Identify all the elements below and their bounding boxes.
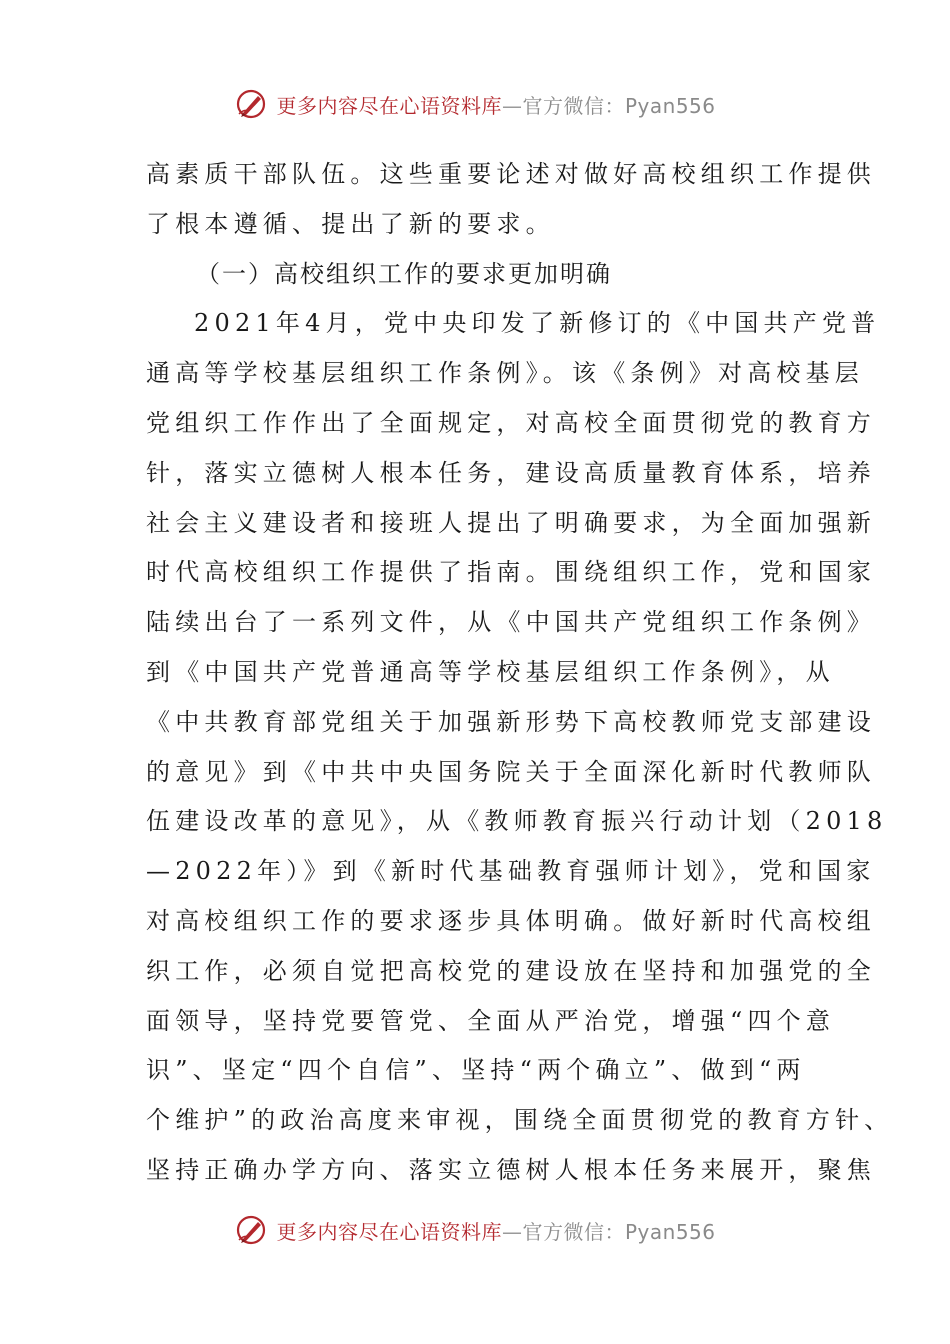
text-line: 时代高校组织工作提供了指南。围绕组织工作，党和国家 (146, 558, 876, 587)
text-line: 的意见》到《中共中央国务院关于全面深化新时代教师队 (146, 757, 876, 786)
text-line: 陆续出台了一系列文件，从《中国共产党组织工作条例》 (146, 608, 876, 637)
text-line: 坚持正确办学方向、落实立德树人根本任务来展开，聚焦 (146, 1155, 876, 1184)
watermark-site: 更多内容尽在心语资料库 (276, 93, 502, 118)
watermark-site: 更多内容尽在心语资料库 (276, 1219, 502, 1244)
text-line: 到《中国共产党普通高等学校基层组织工作条例》，从 (146, 657, 835, 686)
text-line: 2021年4月，党中央印发了新修订的《中国共产党普 (194, 309, 881, 338)
watermark-contact-label: 官方微信： (522, 93, 625, 118)
text-line: 《中共教育部党组关于加强新形势下高校教师党支部建设 (146, 707, 876, 736)
footer-watermark (0, 1210, 950, 1250)
text-line: 织工作，必须自觉把高校党的建设放在坚持和加强党的全 (146, 956, 876, 985)
watermark-contact-label: 官方微信： (522, 1219, 625, 1244)
text-line: 党组织工作作出了全面规定，对高校全面贯彻党的教育方 (146, 408, 876, 437)
text-line: 通高等学校基层组织工作条例》。该《条例》对高校基层 (146, 359, 864, 388)
text-line: —2022年）》到《新时代基础教育强师计划》，党和国家 (146, 857, 876, 886)
watermark-contact-id: Pyan556 (624, 1219, 716, 1244)
header-watermark (0, 84, 950, 124)
text-line: 高素质干部队伍。这些重要论述对做好高校组织工作提供 (146, 160, 876, 188)
document-body (146, 150, 894, 1196)
text-line: 面领导，坚持党要管党、全面从严治党，增强“四个意 (146, 1006, 836, 1035)
text-line: 伍建设改革的意见》，从《教师教育振兴行动计划（2018 (146, 807, 888, 836)
text-line: 识”、坚定“四个自信”、坚持“两个确立”、做到“两 (146, 1056, 806, 1085)
text-line: 针，落实立德树人根本任务，建设高质量教育体系，培养 (146, 458, 876, 487)
text-line: 了根本遵循、提出了新的要求。 (146, 209, 555, 238)
watermark-text (276, 1216, 715, 1245)
pen-logo-icon (234, 87, 268, 121)
text-line: 社会主义建设者和接班人提出了明确要求，为全面加强新 (146, 508, 876, 537)
pen-logo-icon (234, 1213, 268, 1247)
text-line: 个维护”的政治高度来审视，围绕全面贯彻党的教育方针、 (146, 1106, 894, 1135)
watermark-separator: — (501, 1219, 523, 1244)
text-line: 对高校组织工作的要求逐步具体明确。做好新时代高校组 (146, 906, 876, 935)
watermark-separator: — (501, 93, 523, 118)
section-heading: （一）高校组织工作的要求更加明确 (196, 259, 612, 288)
watermark-text (276, 90, 715, 119)
watermark-contact-id: Pyan556 (624, 93, 716, 118)
